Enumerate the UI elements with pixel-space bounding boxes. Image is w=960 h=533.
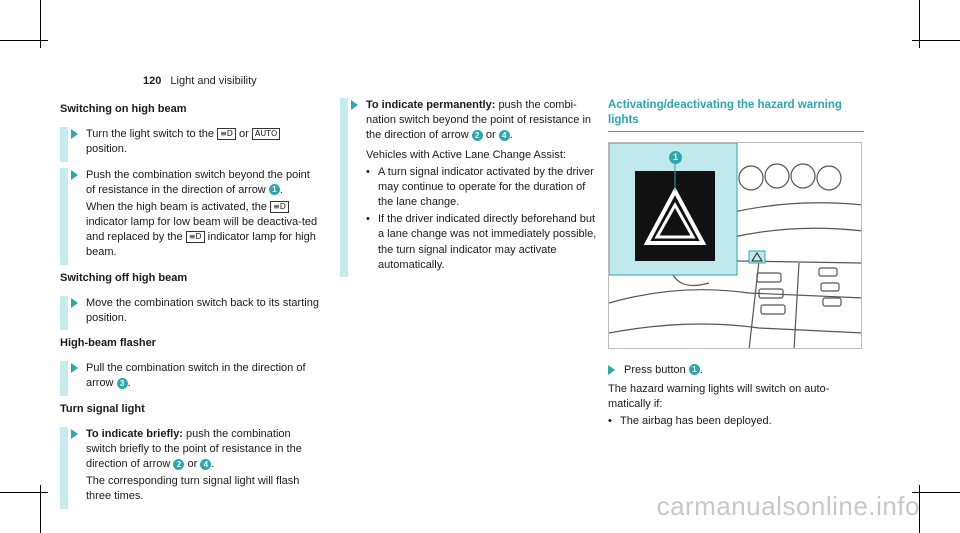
step-indicate-permanently	[340, 98, 602, 273]
step-text-detail: Vehicles with Active Lane Change Assist:	[366, 148, 566, 161]
step-bar	[60, 168, 68, 265]
crop-mark	[0, 40, 48, 41]
section-name: Light and visibility	[170, 75, 257, 87]
step-arrow-icon	[71, 298, 78, 308]
step-bar	[340, 98, 348, 277]
high-beam-indicator-icon: ≡D	[186, 231, 205, 243]
step-push-combination-switch	[60, 168, 322, 261]
step-text: Press button 1 .	[624, 363, 703, 376]
step-turn-light-switch	[60, 127, 322, 157]
step-bar	[60, 296, 68, 330]
step-pull-switch	[60, 361, 322, 391]
bullet-list	[608, 414, 864, 429]
callout-marker-1: 1	[669, 151, 682, 164]
step-bar	[60, 361, 68, 395]
step-arrow-icon	[71, 170, 78, 180]
step-text-detail: When the high beam is activated, the ≡D indicator lamp for low beam will be deactiva-ted and replaced by the ≡D indicator lamp for high beam.	[86, 200, 318, 259]
step-arrow-icon	[351, 100, 358, 110]
arrow-marker-4: 4	[200, 459, 211, 470]
arrow-marker-2: 2	[472, 130, 483, 141]
list-item: • If the driver indicated directly beforehand but a lane change was not immediately possible, the turn signal indicator may activate automatically.	[366, 212, 602, 273]
step-arrow-icon	[71, 429, 78, 439]
step-arrow-icon	[71, 363, 78, 373]
heading-high-beam-on: Switching on high beam	[60, 103, 187, 115]
heading-high-beam-off: Switching off high beam	[60, 271, 188, 284]
arrow-marker-2: 2	[173, 459, 184, 470]
step-indicate-briefly	[60, 427, 322, 505]
step-text-detail: The corresponding turn signal light will flash three times.	[86, 475, 300, 503]
list-item: • A turn signal indicator activated by the driver may continue to operate for the duration of the lane change.	[366, 165, 602, 211]
crop-mark	[912, 40, 960, 41]
button-marker-1: 1	[689, 364, 700, 375]
crop-mark	[0, 492, 48, 493]
column-2	[340, 98, 602, 283]
step-press-button	[608, 363, 864, 378]
page-number: 120	[143, 75, 162, 87]
list-item: • The airbag has been deployed.	[608, 414, 864, 429]
column-1	[60, 98, 322, 515]
step-bar	[60, 127, 68, 161]
step-bar	[60, 427, 68, 509]
heading-high-beam-flasher: High-beam flasher	[60, 337, 156, 350]
hazard-button-illustration	[608, 142, 862, 349]
arrow-marker-4: 4	[499, 130, 510, 141]
step-text: Turn the light switch to the ≡D or AUTO position.	[86, 127, 322, 157]
high-beam-symbol-icon: ≡D	[217, 128, 236, 140]
arrow-marker-1: 1	[269, 184, 280, 195]
page-header	[143, 74, 257, 89]
step-text: To indicate briefly: push the combination switch briefly to the point of resistance in the direction of arrow 2 or 4 .	[86, 427, 302, 471]
section-title: Activating/deactivating the hazard warning lights	[608, 98, 864, 132]
column-3	[608, 98, 864, 432]
bullet-list	[366, 165, 602, 273]
step-text: Move the combination switch back to its starting position.	[86, 296, 319, 324]
step-text: Push the combination switch beyond the point of resistance in the direction of arrow 1 .	[86, 168, 310, 196]
step-arrow-icon	[71, 129, 78, 139]
auto-symbol-icon: AUTO	[252, 128, 281, 140]
step-arrow-icon	[608, 365, 615, 375]
step-move-switch-back	[60, 296, 322, 326]
watermark: carmanualsonline.info	[656, 491, 920, 522]
step-text: Pull the combination switch in the direction of arrow 3 .	[86, 362, 306, 390]
step-text: To indicate permanently: push the combi-nation switch beyond the point of resistance in the direction of arrow 2 or 4 .	[366, 99, 592, 142]
dashboard-drawing	[609, 143, 862, 349]
low-beam-symbol-icon: ≡D	[270, 201, 289, 213]
auto-activation-text: The hazard warning lights will switch on auto-matically if:	[608, 383, 830, 411]
heading-turn-signal: Turn signal light	[60, 402, 145, 415]
arrow-marker-3: 3	[117, 378, 128, 389]
